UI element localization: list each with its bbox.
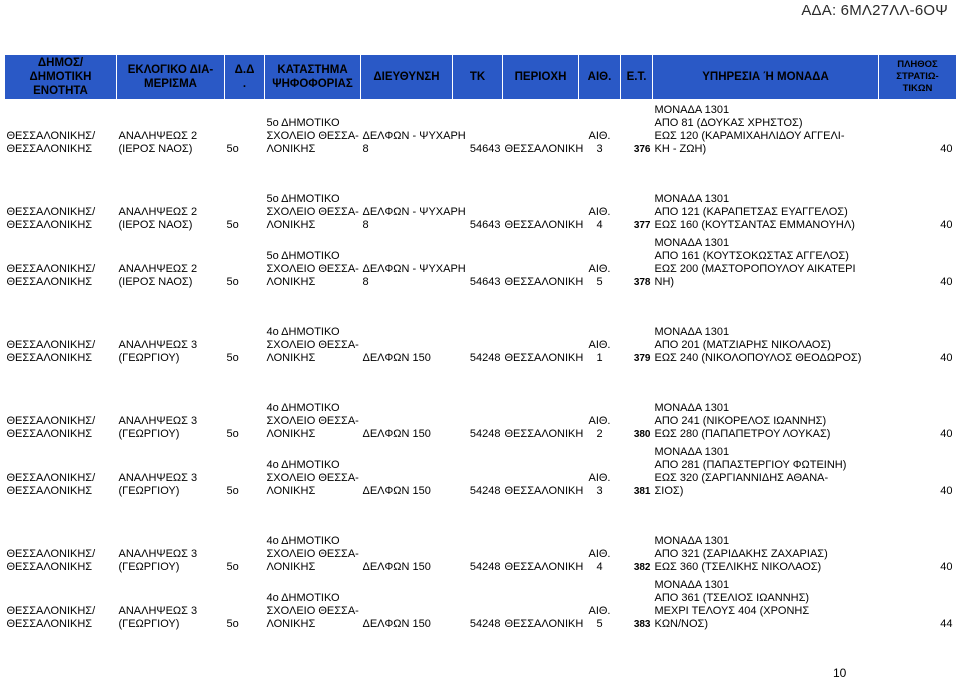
cell-dieythinsi: ΔΕΛΦΩΝ 150	[362, 561, 431, 573]
cell-tk: 54248	[469, 352, 501, 364]
spacer-cell	[5, 290, 957, 309]
cell-et: 378	[633, 277, 651, 288]
cell-perioxi: ΘΕΣΣΑΛΟΝΙΚΗ	[504, 276, 584, 288]
cell-katastima: 4ο ΔΗΜΟΤΙΚΟ ΣΧΟΛΕΙΟ ΘΕΣΣΑ- ΛΟΝΙΚΗΣ	[266, 592, 359, 630]
cell-perioxi: ΘΕΣΣΑΛΟΝΙΚΗ	[504, 143, 584, 155]
group-spacer	[5, 499, 957, 518]
cell-et: 376	[633, 144, 651, 155]
table-row	[5, 385, 957, 442]
col-katastima-header: ΚΑΤΑΣΤΗΜΑ ΨΗΦΟΦΟΡΙΑΣ	[265, 55, 361, 100]
cell-perioxi: ΘΕΣΣΑΛΟΝΙΚΗ	[504, 485, 584, 497]
cell-eklogiko: ΑΝΑΛΗΨΕΩΣ 2 (ΙΕΡΟΣ ΝΑΟΣ)	[118, 263, 198, 288]
cell-katastima: 5ο ΔΗΜΟΤΙΚΟ ΣΧΟΛΕΙΟ ΘΕΣΣΑ- ΛΟΝΙΚΗΣ	[266, 117, 359, 155]
cell-dieythinsi: ΔΕΛΦΩΝ - ΨΥΧΑΡΗ 8	[362, 263, 466, 288]
cell-dimos: ΘΕΣΣΑΛΟΝΙΚΗΣ/ ΘΕΣΣΑΛΟΝΙΚΗΣ	[6, 130, 96, 155]
cell-aith: ΑΙΘ. 3	[588, 130, 611, 155]
col-ypiresia-header: ΥΠΗΡΕΣΙΑ Ή ΜΟΝΑΔΑ	[653, 55, 879, 100]
cell-tk: 54643	[469, 143, 501, 155]
cell-aith: ΑΙΘ. 1	[588, 339, 611, 364]
cell-plithos: 40	[940, 219, 953, 231]
cell-aith: ΑΙΘ. 5	[588, 605, 611, 630]
cell-et: 379	[633, 353, 651, 364]
cell-dieythinsi: ΔΕΛΦΩΝ 150	[362, 485, 431, 497]
cell-plithos: 40	[940, 276, 953, 288]
cell-ypiresia: ΜΟΝΑΔΑ 1301 ΑΠΟ 281 (ΠΑΠΑΣΤΕΡΓΙΟΥ ΦΩΤΕΙΝΗ) ΕΩΣ 320 (ΣΑΡΓΙΑΝΝΙΔΗΣ ΑΘΑΝΑ- ΣΙΟΣ)	[654, 446, 847, 497]
cell-katastima: 4ο ΔΗΜΟΤΙΚΟ ΣΧΟΛΕΙΟ ΘΕΣΣΑ- ΛΟΝΙΚΗΣ	[266, 459, 359, 497]
cell-dd: 5ο	[226, 618, 239, 630]
table-row	[5, 309, 957, 366]
table-row	[5, 233, 957, 290]
cell-perioxi: ΘΕΣΣΑΛΟΝΙΚΗ	[504, 618, 584, 630]
page-number: 10	[833, 666, 847, 680]
table-row	[5, 518, 957, 575]
table-row	[5, 100, 957, 158]
cell-ypiresia: ΜΟΝΑΔΑ 1301 ΑΠΟ 121 (ΚΑΡΑΠΕΤΣΑΣ ΕΥΑΓΓΕΛΟΣ) ΕΩΣ 160 (ΚΟΥΤΣΑΝΤΑΣ ΕΜΜΑΝΟΥΗΛ)	[654, 193, 855, 231]
cell-et: 380	[633, 429, 651, 440]
cell-et: 377	[633, 220, 651, 231]
cell-ypiresia: ΜΟΝΑΔΑ 1301 ΑΠΟ 321 (ΣΑΡΙΔΑΚΗΣ ΖΑΧΑΡΙΑΣ) ΕΩΣ 360 (ΤΣΕΛΙΚΗΣ ΝΙΚΟΛΑΟΣ)	[654, 535, 828, 573]
cell-dd: 5ο	[226, 143, 239, 155]
cell-dieythinsi: ΔΕΛΦΩΝ 150	[362, 428, 431, 440]
cell-perioxi: ΘΕΣΣΑΛΟΝΙΚΗ	[504, 561, 584, 573]
cell-eklogiko: ΑΝΑΛΗΨΕΩΣ 3 (ΓΕΩΡΓΙΟΥ)	[118, 605, 198, 630]
cell-et: 381	[633, 486, 651, 497]
table-row	[5, 575, 957, 632]
col-eklogiko-header: ΕΚΛΟΓΙΚΟ ΔΙΑ- ΜΕΡΙΣΜΑ	[117, 55, 225, 100]
cell-dimos: ΘΕΣΣΑΛΟΝΙΚΗΣ/ ΘΕΣΣΑΛΟΝΙΚΗΣ	[6, 339, 96, 364]
col-perioxi-header: ΠΕΡΙΟΧΗ	[503, 55, 579, 100]
cell-katastima: 4ο ΔΗΜΟΤΙΚΟ ΣΧΟΛΕΙΟ ΘΕΣΣΑ- ΛΟΝΙΚΗΣ	[266, 326, 359, 364]
cell-eklogiko: ΑΝΑΛΗΨΕΩΣ 2 (ΙΕΡΟΣ ΝΑΟΣ)	[118, 206, 198, 231]
table-body	[5, 100, 957, 633]
cell-plithos: 40	[940, 352, 953, 364]
cell-tk: 54248	[469, 485, 501, 497]
col-aith-header: ΑΙΘ.	[579, 55, 621, 100]
cell-tk: 54248	[469, 561, 501, 573]
cell-eklogiko: ΑΝΑΛΗΨΕΩΣ 2 (ΙΕΡΟΣ ΝΑΟΣ)	[118, 130, 198, 155]
spacer-cell	[5, 366, 957, 385]
cell-dd: 5ο	[226, 276, 239, 288]
cell-et: 383	[633, 619, 651, 630]
cell-tk: 54643	[469, 276, 501, 288]
document-code: ΑΔΑ: 6ΜΛ27ΛΛ-6ΟΨ	[801, 2, 948, 19]
cell-perioxi: ΘΕΣΣΑΛΟΝΙΚΗ	[504, 219, 584, 231]
cell-dd: 5ο	[226, 219, 239, 231]
group-spacer	[5, 157, 957, 176]
spacer-cell	[5, 157, 957, 176]
header-row	[5, 55, 957, 100]
cell-aith: ΑΙΘ. 4	[588, 206, 611, 231]
cell-aith: ΑΙΘ. 3	[588, 472, 611, 497]
table-row	[5, 176, 957, 233]
cell-tk: 54248	[469, 618, 501, 630]
cell-dd: 5ο	[226, 561, 239, 573]
cell-katastima: 4ο ΔΗΜΟΤΙΚΟ ΣΧΟΛΕΙΟ ΘΕΣΣΑ- ΛΟΝΙΚΗΣ	[266, 535, 359, 573]
cell-et: 382	[633, 562, 651, 573]
cell-aith: ΑΙΘ. 4	[588, 548, 611, 573]
cell-ypiresia: ΜΟΝΑΔΑ 1301 ΑΠΟ 81 (ΔΟΥΚΑΣ ΧΡΗΣΤΟΣ) ΕΩΣ 120 (ΚΑΡΑΜΙΧΑΗΛΙΔΟΥ ΑΓΓΕΛΙ- ΚΗ - ΖΩΗ)	[654, 104, 845, 155]
cell-aith: ΑΙΘ. 5	[588, 263, 611, 288]
cell-ypiresia: ΜΟΝΑΔΑ 1301 ΑΠΟ 161 (ΚΟΥΤΣΟΚΩΣΤΑΣ ΑΓΓΕΛΟΣ) ΕΩΣ 200 (ΜΑΣΤΟΡΟΠΟΥΛΟΥ ΑΙΚΑΤΕΡΙ ΝΗ)	[654, 237, 856, 288]
cell-eklogiko: ΑΝΑΛΗΨΕΩΣ 3 (ΓΕΩΡΓΙΟΥ)	[118, 339, 198, 364]
cell-plithos: 40	[940, 143, 953, 155]
col-plithos-header: ΠΛΗΘΟΣ ΣΤΡΑΤΙΩ- ΤΙΚΩΝ	[879, 55, 957, 100]
cell-plithos: 40	[940, 428, 953, 440]
cell-dd: 5ο	[226, 428, 239, 440]
cell-ypiresia: ΜΟΝΑΔΑ 1301 ΑΠΟ 241 (ΝΙΚΟΡΕΛΟΣ ΙΩΑΝΝΗΣ) ΕΩΣ 280 (ΠΑΠΑΠΕΤΡΟΥ ΛΟΥΚΑΣ)	[654, 402, 831, 440]
cell-dimos: ΘΕΣΣΑΛΟΝΙΚΗΣ/ ΘΕΣΣΑΛΟΝΙΚΗΣ	[6, 605, 96, 630]
cell-ypiresia: ΜΟΝΑΔΑ 1301 ΑΠΟ 361 (ΤΣΕΛΙΟΣ ΙΩΑΝΝΗΣ) ΜΕΧΡΙ ΤΕΛΟΥΣ 404 (ΧΡΟΝΗΣ ΚΩΝ/ΝΟΣ)	[654, 579, 810, 630]
cell-plithos: 44	[940, 618, 953, 630]
cell-dimos: ΘΕΣΣΑΛΟΝΙΚΗΣ/ ΘΕΣΣΑΛΟΝΙΚΗΣ	[6, 415, 96, 440]
col-dimos-header: ΔΗΜΟΣ/ΔΗΜΟΤΙΚΗ ΕΝΟΤΗΤΑ	[5, 55, 117, 100]
cell-dieythinsi: ΔΕΛΦΩΝ - ΨΥΧΑΡΗ 8	[362, 206, 466, 231]
cell-tk: 54248	[469, 428, 501, 440]
col-dd-header: Δ.Δ .	[225, 55, 265, 100]
cell-dd: 5ο	[226, 352, 239, 364]
cell-dimos: ΘΕΣΣΑΛΟΝΙΚΗΣ/ ΘΕΣΣΑΛΟΝΙΚΗΣ	[6, 263, 96, 288]
cell-plithos: 40	[940, 485, 953, 497]
cell-dieythinsi: ΔΕΛΦΩΝ 150	[362, 352, 431, 364]
table-row	[5, 442, 957, 499]
cell-eklogiko: ΑΝΑΛΗΨΕΩΣ 3 (ΓΕΩΡΓΙΟΥ)	[118, 415, 198, 440]
cell-perioxi: ΘΕΣΣΑΛΟΝΙΚΗ	[504, 428, 584, 440]
cell-dd: 5ο	[226, 485, 239, 497]
cell-eklogiko: ΑΝΑΛΗΨΕΩΣ 3 (ΓΕΩΡΓΙΟΥ)	[118, 548, 198, 573]
cell-ypiresia: ΜΟΝΑΔΑ 1301 ΑΠΟ 201 (ΜΑΤΖΙΑΡΗΣ ΝΙΚΟΛΑΟΣ) ΕΩΣ 240 (ΝΙΚΟΛΟΠΟΥΛΟΣ ΘΕΟΔΩΡΟΣ)	[654, 326, 862, 364]
cell-katastima: 5ο ΔΗΜΟΤΙΚΟ ΣΧΟΛΕΙΟ ΘΕΣΣΑ- ΛΟΝΙΚΗΣ	[266, 250, 359, 288]
cell-eklogiko: ΑΝΑΛΗΨΕΩΣ 3 (ΓΕΩΡΓΙΟΥ)	[118, 472, 198, 497]
group-spacer	[5, 366, 957, 385]
col-et-header: Ε.Τ.	[621, 55, 653, 100]
cell-tk: 54643	[469, 219, 501, 231]
cell-dimos: ΘΕΣΣΑΛΟΝΙΚΗΣ/ ΘΕΣΣΑΛΟΝΙΚΗΣ	[6, 206, 96, 231]
spacer-cell	[5, 499, 957, 518]
cell-dimos: ΘΕΣΣΑΛΟΝΙΚΗΣ/ ΘΕΣΣΑΛΟΝΙΚΗΣ	[6, 472, 96, 497]
group-spacer	[5, 290, 957, 309]
cell-perioxi: ΘΕΣΣΑΛΟΝΙΚΗ	[504, 352, 584, 364]
cell-aith: ΑΙΘ. 2	[588, 415, 611, 440]
cell-katastima: 4ο ΔΗΜΟΤΙΚΟ ΣΧΟΛΕΙΟ ΘΕΣΣΑ- ΛΟΝΙΚΗΣ	[266, 402, 359, 440]
military-units-table	[4, 54, 957, 632]
cell-plithos: 40	[940, 561, 953, 573]
cell-dieythinsi: ΔΕΛΦΩΝ 150	[362, 618, 431, 630]
cell-dimos: ΘΕΣΣΑΛΟΝΙΚΗΣ/ ΘΕΣΣΑΛΟΝΙΚΗΣ	[6, 548, 96, 573]
col-tk-header: ΤΚ	[453, 55, 503, 100]
cell-dieythinsi: ΔΕΛΦΩΝ - ΨΥΧΑΡΗ 8	[362, 130, 466, 155]
cell-katastima: 5ο ΔΗΜΟΤΙΚΟ ΣΧΟΛΕΙΟ ΘΕΣΣΑ- ΛΟΝΙΚΗΣ	[266, 193, 359, 231]
col-dieythinsi-header: ΔΙΕΥΘΥΝΣΗ	[361, 55, 453, 100]
